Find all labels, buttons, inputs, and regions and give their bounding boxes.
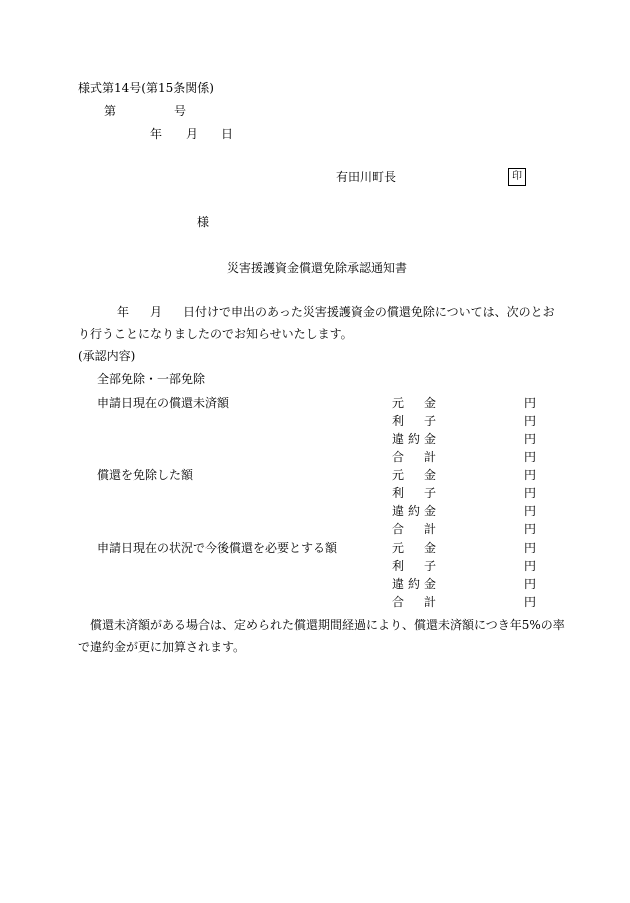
- item-name: 合計: [392, 595, 436, 609]
- group-label-exempted: 償還を免除した額: [97, 468, 194, 482]
- group-label-outstanding: 申請日現在の償還未済額: [97, 396, 230, 410]
- number-dai: 第: [104, 104, 117, 118]
- item-name: 利子: [392, 486, 436, 500]
- document-title: 災害援護資金償還免除承認通知書: [227, 261, 408, 275]
- body-year: 年: [117, 305, 130, 319]
- approval-heading: (承認内容): [78, 349, 136, 363]
- item-name: 合計: [392, 450, 436, 464]
- item-name: 元金: [392, 541, 436, 555]
- item-unit: 円: [524, 468, 537, 482]
- form-title: 様式第14号(第15条関係): [78, 81, 214, 95]
- item-unit: 円: [524, 432, 537, 446]
- item-unit: 円: [524, 522, 537, 536]
- issuer-name: 有田川町長: [336, 170, 397, 184]
- item-unit: 円: [524, 504, 537, 518]
- item-name: 違約金: [392, 577, 436, 591]
- body-line-2: り行うことになりましたのでお知らせいたします。: [78, 327, 353, 341]
- body-month: 月: [150, 305, 163, 319]
- item-name: 利子: [392, 559, 436, 573]
- recipient-honorific: 様: [197, 215, 210, 229]
- item-unit: 円: [524, 595, 537, 609]
- group-label-remaining: 申請日現在の状況で今後償還を必要とする額: [97, 541, 338, 555]
- item-unit: 円: [524, 414, 537, 428]
- item-unit: 円: [524, 450, 537, 464]
- item-unit: 円: [524, 396, 537, 410]
- item-name: 合計: [392, 522, 436, 536]
- note-line-1: 償還未済額がある場合は、定められた償還期間経過により、償還未済額につき年5%の率: [90, 618, 565, 632]
- date-year: 年: [150, 127, 163, 141]
- item-unit: 円: [524, 577, 537, 591]
- note-line-2: で違約金が更に加算されます。: [78, 640, 246, 654]
- seal-mark: 印: [508, 168, 526, 186]
- item-name: 元金: [392, 396, 436, 410]
- item-name: 元金: [392, 468, 436, 482]
- body-line-1: 日付けで申出のあった災害援護資金の償還免除については、次のとお: [183, 305, 555, 319]
- date-day: 日: [221, 127, 234, 141]
- item-unit: 円: [524, 559, 537, 573]
- item-name: 違約金: [392, 504, 436, 518]
- number-go: 号: [174, 104, 187, 118]
- item-unit: 円: [524, 486, 537, 500]
- item-unit: 円: [524, 541, 537, 555]
- date-month: 月: [186, 127, 199, 141]
- item-name: 利子: [392, 414, 436, 428]
- item-name: 違約金: [392, 432, 436, 446]
- approval-type: 全部免除・一部免除: [97, 372, 206, 386]
